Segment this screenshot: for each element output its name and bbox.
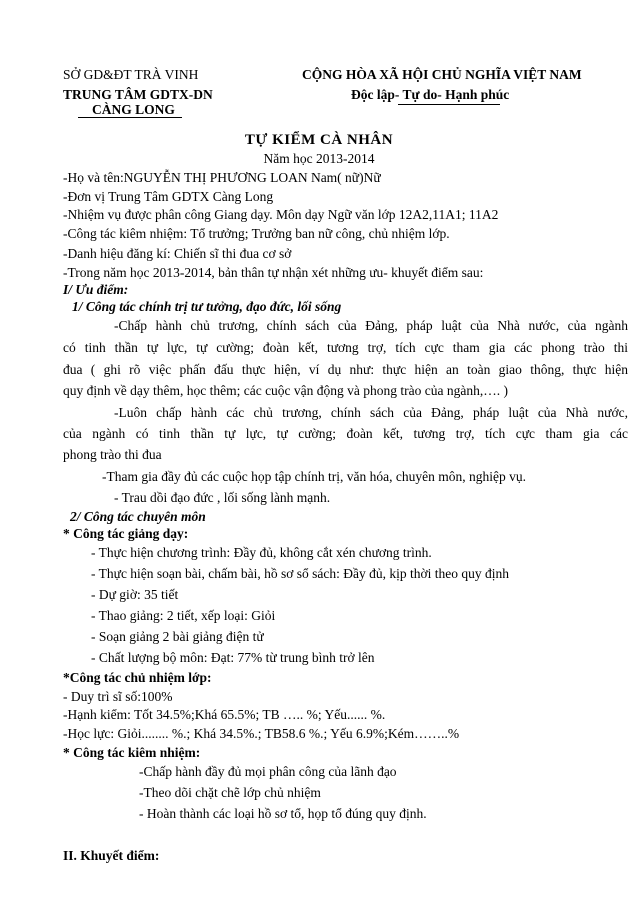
center-name: TRUNG TÂM GDTX-DN bbox=[63, 87, 213, 102]
list-item: - Thực hiện chương trình: Đầy đủ, không cắt xén chương trình. bbox=[91, 545, 432, 560]
list-item: - Duy trì sĩ số:100% bbox=[63, 689, 173, 704]
info-line: -Trong năm học 2013-2014, bản thân tự nhận xét những ưu- khuyết điểm sau: bbox=[63, 265, 484, 280]
national-title: CỘNG HÒA XÃ HỘI CHỦ NGHĨA VIỆT NAM bbox=[302, 67, 582, 82]
agency-name: SỞ GD&ĐT TRÀ VINH bbox=[63, 67, 199, 82]
section-heading: I/ Ưu điểm: bbox=[63, 282, 129, 297]
info-line: -Công tác kiêm nhiệm: Tổ trưởng; Trưởng ban nữ công, chủ nhiệm lớp. bbox=[63, 226, 450, 241]
list-item: - Soạn giảng 2 bài giảng điện tử bbox=[91, 629, 264, 644]
info-line: -Đơn vị Trung Tâm GDTX Càng Long bbox=[63, 189, 274, 204]
list-item: - Dự giờ: 35 tiết bbox=[91, 587, 179, 602]
homeroom-heading: *Công tác chủ nhiệm lớp: bbox=[63, 670, 212, 685]
list-item: -Hạnh kiểm: Tốt 34.5%;Khá 65.5%; TB ….. %; Yếu...... %. bbox=[63, 707, 386, 722]
info-line: -Nhiệm vụ được phân công Giang dạy. Môn dạy Ngữ văn lớp 12A2,11A1; 11A2 bbox=[63, 207, 499, 222]
list-item: - Thao giảng: 2 tiết, xếp loại: Giỏi bbox=[91, 608, 276, 623]
page-title: TỰ KIỂM CÀ NHÂN bbox=[244, 132, 394, 148]
paragraph-line: -Chấp hành chủ trương, chính sách của Đảng, pháp luật của Nhà nước, của ngành bbox=[114, 318, 628, 333]
header-left-rule bbox=[78, 117, 182, 118]
header-right-rule bbox=[398, 104, 500, 105]
paragraph-line: có tinh thần tự lực, tự cường; đoàn kết, tương trợ, tích cực tham gia các phong trào thi bbox=[63, 340, 628, 355]
teaching-heading: * Công tác giảng dạy: bbox=[63, 526, 189, 541]
national-motto: Độc lập- Tự do- Hạnh phúc bbox=[351, 87, 510, 102]
school-year: Năm học 2013-2014 bbox=[263, 151, 375, 166]
list-item: - Chất lượng bộ môn: Đạt: 77% từ trung bình trở lên bbox=[91, 650, 375, 665]
list-item: -Chấp hành đầy đủ mọi phân công của lãnh đạo bbox=[139, 764, 397, 779]
list-item: -Học lực: Giỏi........ %.; Khá 34.5%.; TB58.6 %.; Yếu 6.9%;Kém……..% bbox=[63, 726, 460, 741]
info-line: -Danh hiệu đăng kí: Chiến sĩ thi đua cơ sở bbox=[63, 246, 292, 261]
subsection-heading: 1/ Công tác chính trị tư tưởng, đạo đức, lối sống bbox=[72, 299, 342, 314]
concurrent-heading: * Công tác kiêm nhiệm: bbox=[63, 745, 201, 760]
subsection-heading: 2/ Công tác chuyên môn bbox=[70, 509, 206, 524]
list-item: - Thực hiện soạn bài, chấm bài, hồ sơ sổ sách: Đầy đủ, kịp thời theo quy định bbox=[91, 566, 510, 581]
paragraph-line: của ngành có tinh thần tự lực, tự cường; đoàn kết, tương trợ, tích cực tham gia các bbox=[63, 426, 628, 441]
paragraph-line: quy định về dạy thêm, học thêm; các cuộc vận động và phong trào của ngành,…. ) bbox=[63, 383, 508, 398]
list-item: - Trau dồi đạo đức , lối sống lành mạnh. bbox=[114, 490, 331, 505]
paragraph-line: phong trào thi đua bbox=[63, 447, 162, 462]
list-item: -Theo dõi chặt chẽ lớp chủ nhiệm bbox=[139, 785, 321, 800]
list-item: - Hoàn thành các loại hồ sơ tổ, họp tổ đúng quy định. bbox=[139, 806, 427, 821]
list-item: -Tham gia đầy đủ các cuộc họp tập chính trị, văn hóa, chuyên môn, nghiệp vụ. bbox=[102, 469, 526, 484]
paragraph-line: đua ( ghi rõ việc phấn đấu thực hiện, ví dụ như: thực hiện an toàn giao thông, thực hiện bbox=[63, 362, 628, 377]
district-name: CÀNG LONG bbox=[92, 102, 175, 117]
info-line: -Họ và tên:NGUYỄN THỊ PHƯƠNG LOAN Nam( nữ)Nữ bbox=[63, 170, 381, 185]
paragraph-line: -Luôn chấp hành các chủ trương, chính sách của Đảng, pháp luật của Nhà nước, bbox=[114, 405, 628, 420]
section-heading: II. Khuyết điểm: bbox=[63, 848, 160, 863]
